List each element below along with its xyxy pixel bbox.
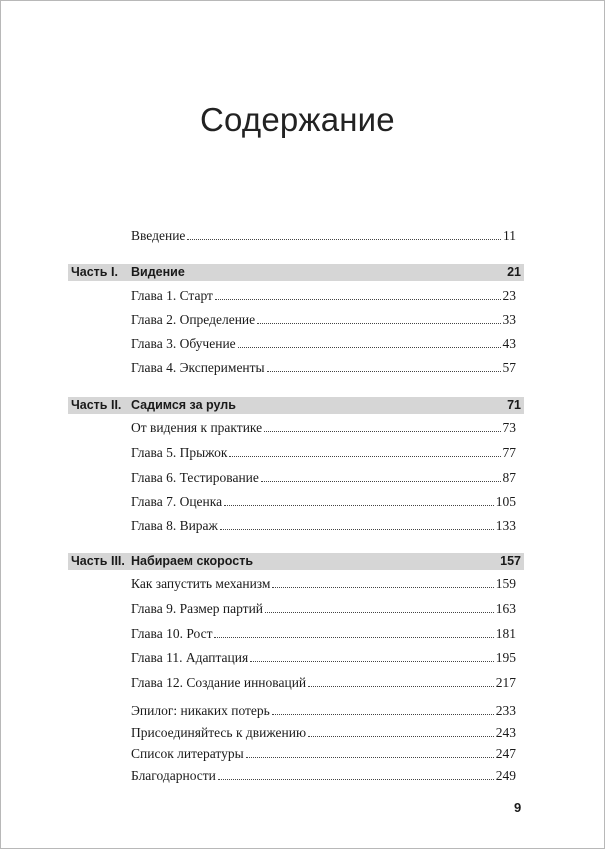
toc-entry-title: Список литературы xyxy=(131,746,244,761)
dot-leader xyxy=(250,661,494,662)
toc-entry[interactable] xyxy=(131,622,516,642)
dot-leader xyxy=(308,736,494,737)
dot-leader xyxy=(187,239,501,240)
part-page: 21 xyxy=(507,265,521,279)
toc-entry-page: 105 xyxy=(495,494,516,509)
dot-leader xyxy=(229,456,500,457)
toc-entry-page: 249 xyxy=(495,768,516,783)
toc-entry-join[interactable] xyxy=(131,721,516,741)
toc-entry-title: Глава 9. Размер партий xyxy=(131,601,264,616)
dot-leader xyxy=(308,686,494,687)
part-label: Часть I. xyxy=(71,265,118,279)
toc-entry-title: Глава 6. Тестирование xyxy=(131,470,259,485)
dot-leader xyxy=(264,431,500,432)
toc-entry-page: 11 xyxy=(503,228,516,243)
toc-entry-page: 133 xyxy=(495,518,516,533)
toc-entry-title: Глава 8. Вираж xyxy=(131,518,218,533)
toc-entry-page: 233 xyxy=(495,703,516,718)
dot-leader xyxy=(265,612,494,613)
toc-entry-epilogue[interactable] xyxy=(131,699,516,719)
toc-entry-page: 159 xyxy=(495,576,516,591)
toc-entry-title: Глава 11. Адаптация xyxy=(131,650,249,665)
dot-leader xyxy=(267,371,501,372)
toc-entry[interactable] xyxy=(131,671,516,691)
toc-entry[interactable] xyxy=(131,572,516,592)
page-number: 9 xyxy=(514,800,522,815)
dot-leader xyxy=(238,347,501,348)
toc-entry-title: Эпилог: никаких потерь xyxy=(131,703,270,718)
dot-leader xyxy=(272,587,493,588)
dot-leader xyxy=(272,714,494,715)
toc-entry-page: 23 xyxy=(502,288,516,303)
part-title: Набираем скорость xyxy=(131,554,254,568)
dot-leader xyxy=(257,323,500,324)
toc-entry-page: 73 xyxy=(502,420,516,435)
toc-entry[interactable] xyxy=(131,308,516,328)
toc-entry-title: Как запустить механизм xyxy=(131,576,271,591)
toc-entry-page: 247 xyxy=(495,746,516,761)
toc-entry[interactable] xyxy=(131,646,516,666)
toc-entry-title: Глава 7. Оценка xyxy=(131,494,223,509)
toc-entry-acknowledgements[interactable] xyxy=(131,764,516,784)
part-header-2[interactable] xyxy=(68,397,524,414)
toc-entry-title: Глава 1. Старт xyxy=(131,288,213,303)
toc-entry-page: 181 xyxy=(495,626,516,641)
part-page: 157 xyxy=(500,554,521,568)
dot-leader xyxy=(220,529,494,530)
toc-entry[interactable] xyxy=(131,514,516,534)
toc-entry-bibliography[interactable] xyxy=(131,742,516,762)
toc-entry-page: 163 xyxy=(495,601,516,616)
page-title: Содержание xyxy=(200,101,395,138)
dot-leader xyxy=(261,481,501,482)
toc-entry-page: 87 xyxy=(502,470,516,485)
dot-leader xyxy=(215,299,501,300)
dot-leader xyxy=(214,637,493,638)
toc-entry[interactable] xyxy=(131,597,516,617)
toc-entry[interactable] xyxy=(131,416,516,436)
dot-leader xyxy=(246,757,494,758)
part-title: Видение xyxy=(131,265,185,279)
toc-entry-title: Глава 10. Рост xyxy=(131,626,213,641)
toc-entry-page: 243 xyxy=(495,725,516,740)
part-header-1[interactable] xyxy=(68,264,524,281)
toc-entry-title: Благодарности xyxy=(131,768,216,783)
toc-entry-title: От видения к практике xyxy=(131,420,263,435)
toc-entry-page: 195 xyxy=(495,650,516,665)
toc-entry-page: 77 xyxy=(502,445,516,460)
toc-entry-title: Глава 2. Определение xyxy=(131,312,256,327)
toc-entry-page: 33 xyxy=(502,312,516,327)
toc-entry[interactable] xyxy=(131,332,516,352)
toc-entry-page: 57 xyxy=(502,360,516,375)
toc-entry[interactable] xyxy=(131,490,516,510)
part-page: 71 xyxy=(507,398,521,412)
toc-entry[interactable] xyxy=(131,466,516,486)
toc-entry[interactable] xyxy=(131,284,516,304)
toc-entry-title: Глава 3. Обучение xyxy=(131,336,236,351)
toc-entry[interactable] xyxy=(131,356,516,376)
part-label: Часть III. xyxy=(71,554,125,568)
toc-entry-intro[interactable] xyxy=(131,224,516,244)
part-title: Садимся за руль xyxy=(131,398,236,412)
dot-leader xyxy=(224,505,494,506)
toc-entry[interactable] xyxy=(131,441,516,461)
toc-entry-page: 43 xyxy=(502,336,516,351)
dot-leader xyxy=(218,779,494,780)
toc-entry-title: Введение xyxy=(131,228,186,243)
toc-entry-title: Глава 12. Создание инноваций xyxy=(131,675,307,690)
part-header-3[interactable] xyxy=(68,553,524,570)
toc-entry-title: Глава 4. Эксперименты xyxy=(131,360,265,375)
toc-entry-title: Глава 5. Прыжок xyxy=(131,445,228,460)
toc-entry-page: 217 xyxy=(495,675,516,690)
part-label: Часть II. xyxy=(71,398,122,412)
toc-entry-title: Присоединяйтесь к движению xyxy=(131,725,307,740)
